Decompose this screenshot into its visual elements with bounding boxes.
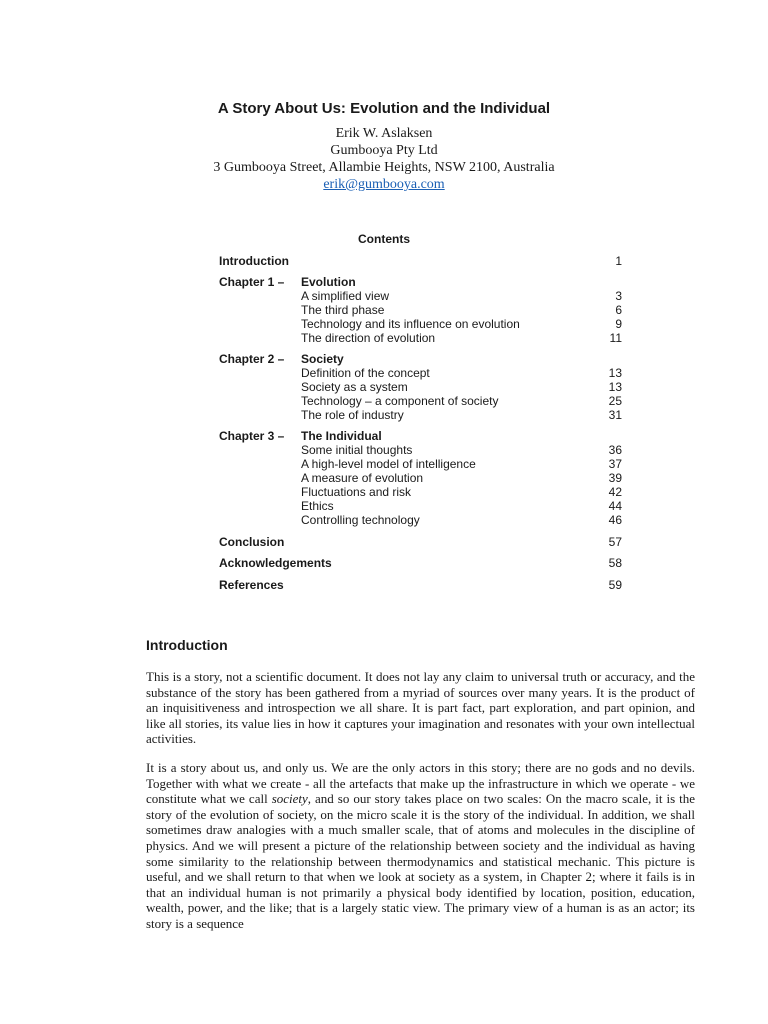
toc-entry-label: A high-level model of intelligence: [301, 457, 476, 471]
toc-entry[interactable]: [219, 485, 622, 499]
toc-entry-label: Technology and its influence on evolution: [301, 317, 520, 331]
toc-page-number: 31: [608, 408, 622, 422]
toc-page-number: 37: [608, 457, 622, 471]
toc-chapter-row[interactable]: [219, 275, 622, 289]
toc-introduction[interactable]: [219, 254, 622, 268]
toc-chapter-2: [219, 352, 622, 422]
email-link[interactable]: erik@gumbooya.com: [323, 177, 445, 192]
toc-chapter-prefix: Chapter 1 –: [219, 275, 285, 289]
toc-entry-label: Society as a system: [301, 380, 408, 394]
toc-conclusion[interactable]: [219, 535, 622, 549]
section-heading-introduction: Introduction: [146, 637, 228, 653]
intro-paragraph-1: This is a story, not a scientific document. It does not lay any claim to universal truth or accuracy, and the substance of the story has been gathered from a myriad of sources over many years. It is the product of an inquisitiveness and introspection we all share. It is part fact, part exploration, and part opinion, and like all stories, its value lies in how it captures your imagination and resonates with your own intellectual activities.: [146, 669, 695, 747]
toc-references[interactable]: [219, 578, 622, 592]
paragraph-text: , and so our story takes place on two scales: On the macro scale, it is the story of the evolution of society, on the micro scale it is the story of the individual. In addition, we shall sometimes draw analogies with a much smaller scale, that of atoms and molecules in the discipline of physics. And we will present a picture of the relationship between society and the individual as having some similarity to the relationship between thermodynamics and statistical mechanic. This picture is useful, and we shall return to that when we look at society as a system, in Chapter 2; where it fails is in that an individual human is not primarily a physical body identified by location, position, education, wealth, power, and the like; that is a largely static view. The primary view of a human is as an actor; its story is a sequence: [146, 791, 695, 931]
author-block: [0, 125, 768, 193]
toc-entry-label: The direction of evolution: [301, 331, 436, 345]
toc-chapter-name: Society: [301, 352, 344, 366]
toc-entry[interactable]: [219, 303, 622, 317]
contents-heading: Contents: [358, 232, 410, 246]
toc-entry[interactable]: [219, 317, 622, 331]
toc-entry-label: Ethics: [301, 499, 334, 513]
toc-chapter-prefix: Chapter 3 –: [219, 429, 285, 443]
toc-entry[interactable]: [219, 289, 622, 303]
toc-page-number: 36: [608, 443, 622, 457]
toc-entry-label: The third phase: [301, 303, 385, 317]
toc-entry[interactable]: [219, 471, 622, 485]
toc-page-number: 39: [608, 471, 622, 485]
author-name: Erik W. Aslaksen: [335, 126, 433, 141]
toc-page-number: 3: [615, 289, 622, 303]
toc-entry-label: A measure of evolution: [301, 471, 424, 485]
toc-entry[interactable]: [219, 394, 622, 408]
toc-page-number: 59: [608, 578, 622, 592]
document-title: A Story About Us: Evolution and the Individual: [217, 100, 551, 117]
toc-label: Conclusion: [219, 535, 285, 549]
toc-chapter-name: The Individual: [301, 429, 382, 443]
toc-label: Introduction: [219, 254, 289, 268]
toc-chapter-prefix: Chapter 2 –: [219, 352, 285, 366]
toc-entry-label: Technology – a component of society: [301, 394, 499, 408]
toc-entry[interactable]: [219, 408, 622, 422]
toc-entry[interactable]: [219, 331, 622, 345]
toc-page-number: 1: [615, 254, 622, 268]
toc-page-number: 6: [615, 303, 622, 317]
toc-page-number: 42: [608, 485, 622, 499]
toc-chapter-1: [219, 275, 622, 345]
toc-page-number: 57: [608, 535, 622, 549]
toc-label: Acknowledgements: [219, 556, 332, 570]
toc-entry-label: Definition of the concept: [301, 366, 430, 380]
toc-entry[interactable]: [219, 366, 622, 380]
toc-entry-label: A simplified view: [301, 289, 390, 303]
toc-acknowledgements[interactable]: [219, 556, 622, 570]
toc-entry-label: Fluctuations and risk: [301, 485, 412, 499]
toc-entry-label: Some initial thoughts: [301, 443, 413, 457]
toc-page-number: 25: [608, 394, 622, 408]
italic-term: society: [271, 791, 308, 807]
toc-entry-label: Controlling technology: [301, 513, 420, 527]
toc-entry[interactable]: [219, 443, 622, 457]
toc-entry[interactable]: [219, 380, 622, 394]
toc-chapter-name: Evolution: [301, 275, 356, 289]
toc-page-number: 11: [609, 331, 622, 345]
toc-entry[interactable]: [219, 499, 622, 513]
toc-page-number: 46: [608, 513, 622, 527]
toc-page-number: 13: [608, 366, 622, 380]
toc-page-number: 13: [608, 380, 622, 394]
intro-paragraph-2: [146, 760, 695, 932]
paragraph-text: It is a story about us, and only us. We are the only actors in this story; there are no gods and no devils. Together with what we create - all the artefacts that make up the infrastructure in which we operate - we constitute what we call: [146, 760, 695, 807]
toc-entry[interactable]: [219, 457, 622, 471]
toc-page-number: 58: [608, 556, 622, 570]
toc-page-number: 44: [608, 499, 622, 513]
toc-chapter-row[interactable]: [219, 429, 622, 443]
address: 3 Gumbooya Street, Allambie Heights, NSW 2100, Australia: [213, 160, 555, 175]
toc-label: References: [219, 578, 284, 592]
toc-page-number: 9: [615, 317, 622, 331]
toc-chapter-row[interactable]: [219, 352, 622, 366]
toc-chapter-3: [219, 429, 622, 527]
toc-entry-label: The role of industry: [301, 408, 404, 422]
toc-entry[interactable]: [219, 513, 622, 527]
company-name: Gumbooya Pty Ltd: [330, 143, 438, 158]
